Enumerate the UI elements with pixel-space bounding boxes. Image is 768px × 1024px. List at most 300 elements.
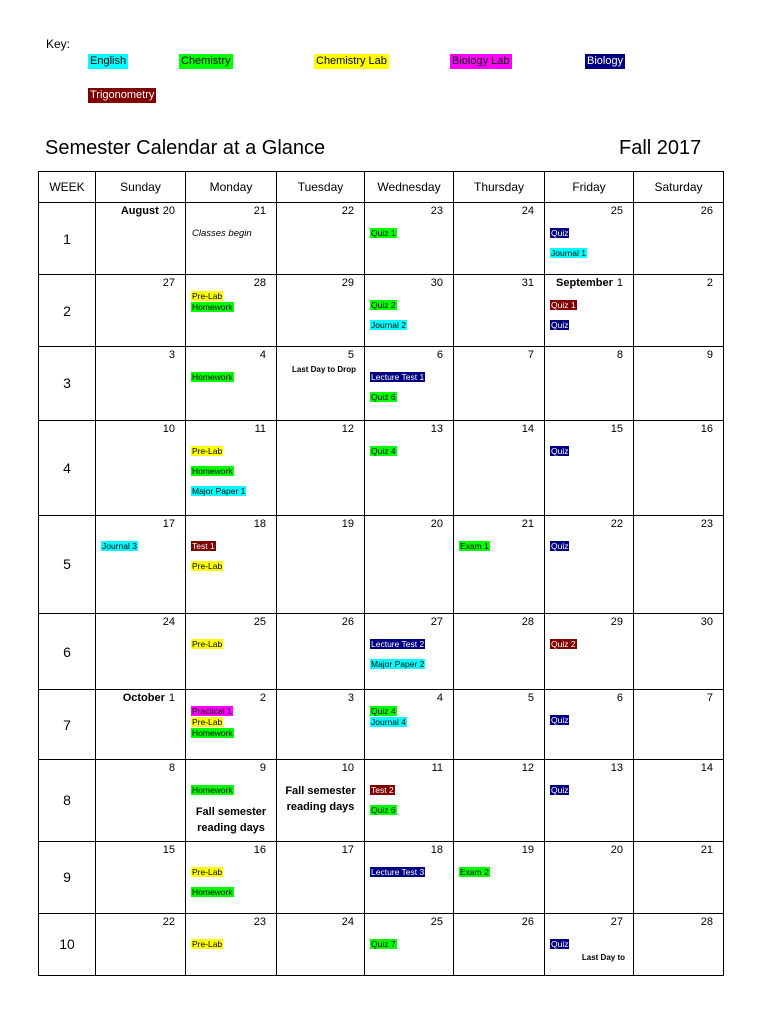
day-number xyxy=(365,421,453,436)
day-cell xyxy=(365,913,454,975)
event-biology: Quiz xyxy=(551,938,569,949)
day-number xyxy=(96,347,185,362)
day-cell xyxy=(545,760,634,841)
day-cell xyxy=(545,841,634,913)
day-cell xyxy=(454,690,545,760)
day-number-value: 28 xyxy=(700,915,713,928)
day-cell xyxy=(454,614,545,690)
key-chemistry-lab: Chemistry Lab xyxy=(316,55,387,67)
day-number xyxy=(96,760,185,775)
week-row xyxy=(39,760,724,841)
day-number-value: 18 xyxy=(430,843,443,856)
day-number-value: 28 xyxy=(521,616,534,629)
day-cell xyxy=(277,690,365,760)
day-number xyxy=(365,614,453,629)
header-week: WEEK xyxy=(39,172,96,203)
day-number-value: 3 xyxy=(168,349,175,362)
day-number xyxy=(186,203,276,218)
day-number xyxy=(545,203,633,218)
key-biology-lab: Biology Lab xyxy=(452,55,510,67)
week-number: 6 xyxy=(39,614,96,690)
day-number xyxy=(186,275,276,290)
event-trig: Test 1 xyxy=(192,540,215,551)
day-number-value: 23 xyxy=(700,517,713,530)
key-label: Key: xyxy=(46,37,71,51)
day-number-value: 11 xyxy=(431,762,443,775)
event-chemistry: Quiz 6 xyxy=(371,392,396,403)
day-cell xyxy=(634,515,724,613)
term-label: Fall 2017 xyxy=(619,137,702,159)
day-note: Last Day to Drop xyxy=(291,365,356,375)
week-number: 1 xyxy=(39,203,96,275)
day-note: Fall semester reading days xyxy=(285,785,356,814)
day-cell xyxy=(96,614,186,690)
semester-calendar xyxy=(38,171,724,976)
day-cell xyxy=(277,760,365,841)
event-chemistry: Homework xyxy=(192,302,233,313)
day-cell xyxy=(545,275,634,347)
event-chemlab: Pre-Lab xyxy=(192,445,223,456)
day-number xyxy=(454,760,544,775)
day-number xyxy=(186,516,276,531)
day-cell xyxy=(365,760,454,841)
day-cell xyxy=(96,275,186,347)
day-number-value: 2 xyxy=(259,692,266,705)
day-number-value: 14 xyxy=(521,422,534,435)
day-cell xyxy=(277,841,365,913)
day-cell xyxy=(365,515,454,613)
day-cell xyxy=(277,913,365,975)
day-number xyxy=(96,421,185,436)
day-number-value: 27 xyxy=(610,915,623,928)
week-row xyxy=(39,275,724,347)
day-number xyxy=(365,760,453,775)
event-chemlab: Pre-Lab xyxy=(192,938,223,949)
event-trig: Quiz 1 xyxy=(551,300,576,311)
day-number xyxy=(96,203,185,218)
day-number-value: 12 xyxy=(341,422,354,435)
week-number: 10 xyxy=(39,913,96,975)
day-cell xyxy=(365,275,454,347)
day-number-value: 18 xyxy=(253,517,266,530)
month-label: October xyxy=(122,692,165,705)
header-tuesday: Tuesday xyxy=(277,172,365,203)
week-row xyxy=(39,841,724,913)
week-number: 7 xyxy=(39,690,96,760)
day-cell xyxy=(96,347,186,420)
day-number-value: 30 xyxy=(430,277,443,290)
day-number-value: 21 xyxy=(521,517,534,530)
day-number-value: 21 xyxy=(253,205,266,217)
day-number xyxy=(186,421,276,436)
day-number xyxy=(634,421,723,436)
day-cell xyxy=(277,203,365,275)
day-number-value: 17 xyxy=(341,843,354,856)
event-biology: Quiz xyxy=(551,715,569,726)
key-biology: Biology xyxy=(587,55,624,67)
day-number xyxy=(454,614,544,629)
day-number xyxy=(454,914,544,929)
day-number-value: 22 xyxy=(341,205,354,217)
event-trig: Quiz 2 xyxy=(551,639,576,650)
day-number xyxy=(365,690,453,705)
day-number xyxy=(96,275,185,290)
day-note: Fall semester reading days xyxy=(195,806,267,835)
day-cell xyxy=(454,841,545,913)
day-number-value: 25 xyxy=(610,205,623,217)
week-row xyxy=(39,420,724,515)
day-cell xyxy=(277,347,365,420)
day-cell xyxy=(96,690,186,760)
week-row xyxy=(39,690,724,760)
day-number-value: 7 xyxy=(706,692,713,705)
day-cell xyxy=(454,913,545,975)
day-number-value: 20 xyxy=(430,517,443,530)
day-number xyxy=(96,516,185,531)
day-number-value: 9 xyxy=(706,349,713,362)
day-number xyxy=(454,421,544,436)
day-number-value: 8 xyxy=(616,349,623,362)
event-biology: Quiz xyxy=(551,785,569,796)
day-number xyxy=(186,914,276,929)
day-cell xyxy=(186,420,277,515)
day-number-value: 22 xyxy=(610,517,623,530)
event-biology: Quiz xyxy=(551,320,569,331)
day-cell xyxy=(186,841,277,913)
event-chemistry: Homework xyxy=(192,785,233,796)
day-number xyxy=(186,842,276,857)
day-number xyxy=(454,516,544,531)
week-row xyxy=(39,347,724,420)
day-number-value: 21 xyxy=(700,843,713,856)
day-number-value: 4 xyxy=(259,349,266,362)
event-chemistry: Homework xyxy=(192,465,233,476)
day-cell xyxy=(454,203,545,275)
day-number xyxy=(545,842,633,857)
day-number xyxy=(277,614,364,629)
day-number-value: 20 xyxy=(610,843,623,856)
day-number xyxy=(277,347,364,362)
event-biology: Lecture Test 3 xyxy=(371,866,425,877)
event-chemlab: Pre-Lab xyxy=(192,291,223,302)
day-note: Classes begin xyxy=(192,228,252,239)
header-sunday: Sunday xyxy=(96,172,186,203)
day-number-value: 27 xyxy=(430,616,443,629)
week-number: 5 xyxy=(39,515,96,613)
day-number xyxy=(634,516,723,531)
day-cell xyxy=(634,347,724,420)
day-number xyxy=(96,842,185,857)
header-wednesday: Wednesday xyxy=(365,172,454,203)
day-cell xyxy=(634,690,724,760)
event-chemistry: Homework xyxy=(192,728,233,739)
header-row xyxy=(39,172,724,203)
event-english: Journal 3 xyxy=(102,540,137,551)
event-biology: Quiz xyxy=(551,228,569,238)
day-number-value: 13 xyxy=(610,762,623,775)
day-number-value: 8 xyxy=(168,762,175,775)
day-cell xyxy=(634,614,724,690)
day-number-value: 5 xyxy=(347,349,354,362)
day-number-value: 27 xyxy=(162,277,175,290)
day-number xyxy=(277,203,364,218)
day-cell xyxy=(545,420,634,515)
event-chemistry: Quiz 1 xyxy=(371,228,396,238)
header-monday: Monday xyxy=(186,172,277,203)
day-number-value: 2 xyxy=(706,277,713,290)
day-number-value: 15 xyxy=(162,843,175,856)
event-chemlab: Pre-Lab xyxy=(192,717,223,728)
day-cell xyxy=(634,275,724,347)
event-biology: Quiz xyxy=(551,540,569,551)
day-cell xyxy=(96,913,186,975)
event-biology: Quiz xyxy=(551,445,569,456)
day-cell xyxy=(277,275,365,347)
day-cell xyxy=(365,347,454,420)
day-cell xyxy=(277,515,365,613)
week-row xyxy=(39,913,724,975)
day-number-value: 7 xyxy=(527,349,534,362)
day-cell xyxy=(454,420,545,515)
day-number-value: 26 xyxy=(700,205,713,217)
day-cell xyxy=(365,690,454,760)
day-cell xyxy=(186,275,277,347)
day-number-value: 4 xyxy=(436,692,443,705)
day-number xyxy=(545,421,633,436)
day-number xyxy=(96,690,185,705)
day-cell xyxy=(186,347,277,420)
week-row xyxy=(39,614,724,690)
day-note: Last Day to xyxy=(581,952,625,962)
day-number-value: 16 xyxy=(253,843,266,856)
day-number-value: 10 xyxy=(341,762,354,775)
day-number-value: 1 xyxy=(168,692,175,705)
day-number-value: 25 xyxy=(253,616,266,629)
event-chemistry: Quiz 4 xyxy=(371,706,396,717)
event-chemistry: Exam 2 xyxy=(460,866,489,877)
day-number xyxy=(634,914,723,929)
day-cell xyxy=(634,760,724,841)
day-number-value: 20 xyxy=(162,205,175,217)
day-cell xyxy=(186,913,277,975)
day-number-value: 19 xyxy=(341,517,354,530)
day-number-value: 22 xyxy=(162,915,175,928)
event-english: Journal 4 xyxy=(371,717,406,728)
day-number xyxy=(277,421,364,436)
day-number xyxy=(365,275,453,290)
day-number xyxy=(634,275,723,290)
day-cell xyxy=(277,420,365,515)
event-chemlab: Pre-Lab xyxy=(192,639,223,650)
day-number-value: 29 xyxy=(610,616,623,629)
event-biolab: Practical 1 xyxy=(192,706,232,717)
day-number-value: 6 xyxy=(436,349,443,362)
day-number-value: 26 xyxy=(521,915,534,928)
day-number xyxy=(634,203,723,218)
day-number xyxy=(545,614,633,629)
day-cell xyxy=(634,420,724,515)
day-cell xyxy=(365,841,454,913)
day-cell xyxy=(634,203,724,275)
event-english: Journal 1 xyxy=(551,248,586,258)
day-number-value: 29 xyxy=(341,277,354,290)
day-number xyxy=(545,914,633,929)
week-number: 4 xyxy=(39,420,96,515)
day-number-value: 13 xyxy=(430,422,443,435)
day-number-value: 19 xyxy=(521,843,534,856)
event-english: Major Paper 1 xyxy=(192,485,246,496)
day-cell xyxy=(545,690,634,760)
week-number: 9 xyxy=(39,841,96,913)
day-number xyxy=(545,347,633,362)
day-cell xyxy=(186,690,277,760)
day-number xyxy=(277,842,364,857)
day-number-value: 17 xyxy=(162,517,175,530)
header-saturday: Saturday xyxy=(634,172,724,203)
day-number xyxy=(634,690,723,705)
day-number xyxy=(634,842,723,857)
day-number-value: 11 xyxy=(254,422,266,435)
day-number xyxy=(277,760,364,775)
day-number-value: 15 xyxy=(610,422,623,435)
event-biology: Lecture Test 1 xyxy=(371,372,425,383)
day-number xyxy=(277,516,364,531)
key-trigonometry: Trigonometry xyxy=(90,89,155,101)
day-number xyxy=(634,760,723,775)
day-number xyxy=(277,690,364,705)
day-number-value: 1 xyxy=(616,277,623,290)
day-number-value: 10 xyxy=(162,422,175,435)
month-label: September xyxy=(556,277,613,290)
event-chemistry: Quiz 2 xyxy=(371,300,396,311)
day-number xyxy=(454,690,544,705)
key-chemistry: Chemistry xyxy=(181,55,231,67)
day-cell xyxy=(454,347,545,420)
day-number-value: 6 xyxy=(616,692,623,705)
day-cell xyxy=(186,760,277,841)
day-number xyxy=(634,347,723,362)
month-label: August xyxy=(120,205,159,217)
day-number-value: 24 xyxy=(341,915,354,928)
day-number xyxy=(365,516,453,531)
day-number xyxy=(186,690,276,705)
event-english: Journal 2 xyxy=(371,320,406,331)
day-number xyxy=(365,842,453,857)
day-number-value: 24 xyxy=(521,205,534,217)
day-number xyxy=(365,914,453,929)
day-cell xyxy=(454,275,545,347)
day-number-value: 14 xyxy=(700,762,713,775)
day-number xyxy=(186,347,276,362)
day-cell xyxy=(186,614,277,690)
event-chemistry: Homework xyxy=(192,886,233,897)
day-number xyxy=(277,275,364,290)
day-cell xyxy=(186,515,277,613)
day-cell xyxy=(545,913,634,975)
day-cell xyxy=(96,515,186,613)
event-trig: Test 2 xyxy=(371,785,394,796)
day-number xyxy=(454,842,544,857)
day-number xyxy=(96,914,185,929)
event-english: Major Paper 2 xyxy=(371,659,425,670)
day-cell xyxy=(454,760,545,841)
day-cell xyxy=(634,841,724,913)
day-cell xyxy=(96,203,186,275)
day-number xyxy=(545,760,633,775)
day-number xyxy=(454,275,544,290)
day-number xyxy=(277,914,364,929)
day-number xyxy=(545,275,633,290)
day-cell xyxy=(545,614,634,690)
day-cell xyxy=(365,420,454,515)
day-number-value: 23 xyxy=(430,205,443,217)
day-cell xyxy=(545,203,634,275)
event-chemistry: Quiz 7 xyxy=(371,938,396,949)
day-number-value: 28 xyxy=(253,277,266,290)
day-number-value: 16 xyxy=(700,422,713,435)
event-chemistry: Exam 1 xyxy=(460,540,489,551)
day-cell xyxy=(96,420,186,515)
day-number xyxy=(545,516,633,531)
day-cell xyxy=(365,203,454,275)
day-cell xyxy=(634,913,724,975)
day-number-value: 24 xyxy=(162,616,175,629)
day-number xyxy=(186,760,276,775)
day-number xyxy=(545,690,633,705)
week-number: 8 xyxy=(39,760,96,841)
day-cell xyxy=(545,347,634,420)
day-number-value: 23 xyxy=(253,915,266,928)
day-number xyxy=(365,203,453,218)
header-thursday: Thursday xyxy=(454,172,545,203)
day-number-value: 30 xyxy=(700,616,713,629)
day-number xyxy=(454,203,544,218)
week-row xyxy=(39,515,724,613)
day-cell xyxy=(186,203,277,275)
week-row xyxy=(39,203,724,275)
header-friday: Friday xyxy=(545,172,634,203)
day-cell xyxy=(96,841,186,913)
day-number xyxy=(96,614,185,629)
day-number-value: 9 xyxy=(259,762,266,775)
event-chemistry: Homework xyxy=(192,372,233,383)
week-number: 2 xyxy=(39,275,96,347)
day-number-value: 3 xyxy=(347,692,354,705)
key-english: English xyxy=(90,55,127,67)
day-cell xyxy=(545,515,634,613)
day-cell xyxy=(96,760,186,841)
day-cell xyxy=(365,614,454,690)
day-number xyxy=(454,347,544,362)
day-number-value: 12 xyxy=(521,762,534,775)
day-cell xyxy=(277,614,365,690)
event-chemlab: Pre-Lab xyxy=(192,560,223,571)
day-number-value: 31 xyxy=(521,277,534,290)
week-number: 3 xyxy=(39,347,96,420)
event-chemistry: Quiz 4 xyxy=(371,445,396,456)
event-biology: Lecture Test 2 xyxy=(371,639,425,650)
day-number xyxy=(365,347,453,362)
day-number xyxy=(186,614,276,629)
day-cell xyxy=(454,515,545,613)
day-number-value: 5 xyxy=(527,692,534,705)
day-number-value: 26 xyxy=(341,616,354,629)
event-chemlab: Pre-Lab xyxy=(192,866,223,877)
page-title: Semester Calendar at a Glance xyxy=(45,137,326,159)
day-number xyxy=(634,614,723,629)
day-number-value: 25 xyxy=(430,915,443,928)
event-chemistry: Quiz 6 xyxy=(371,805,396,816)
